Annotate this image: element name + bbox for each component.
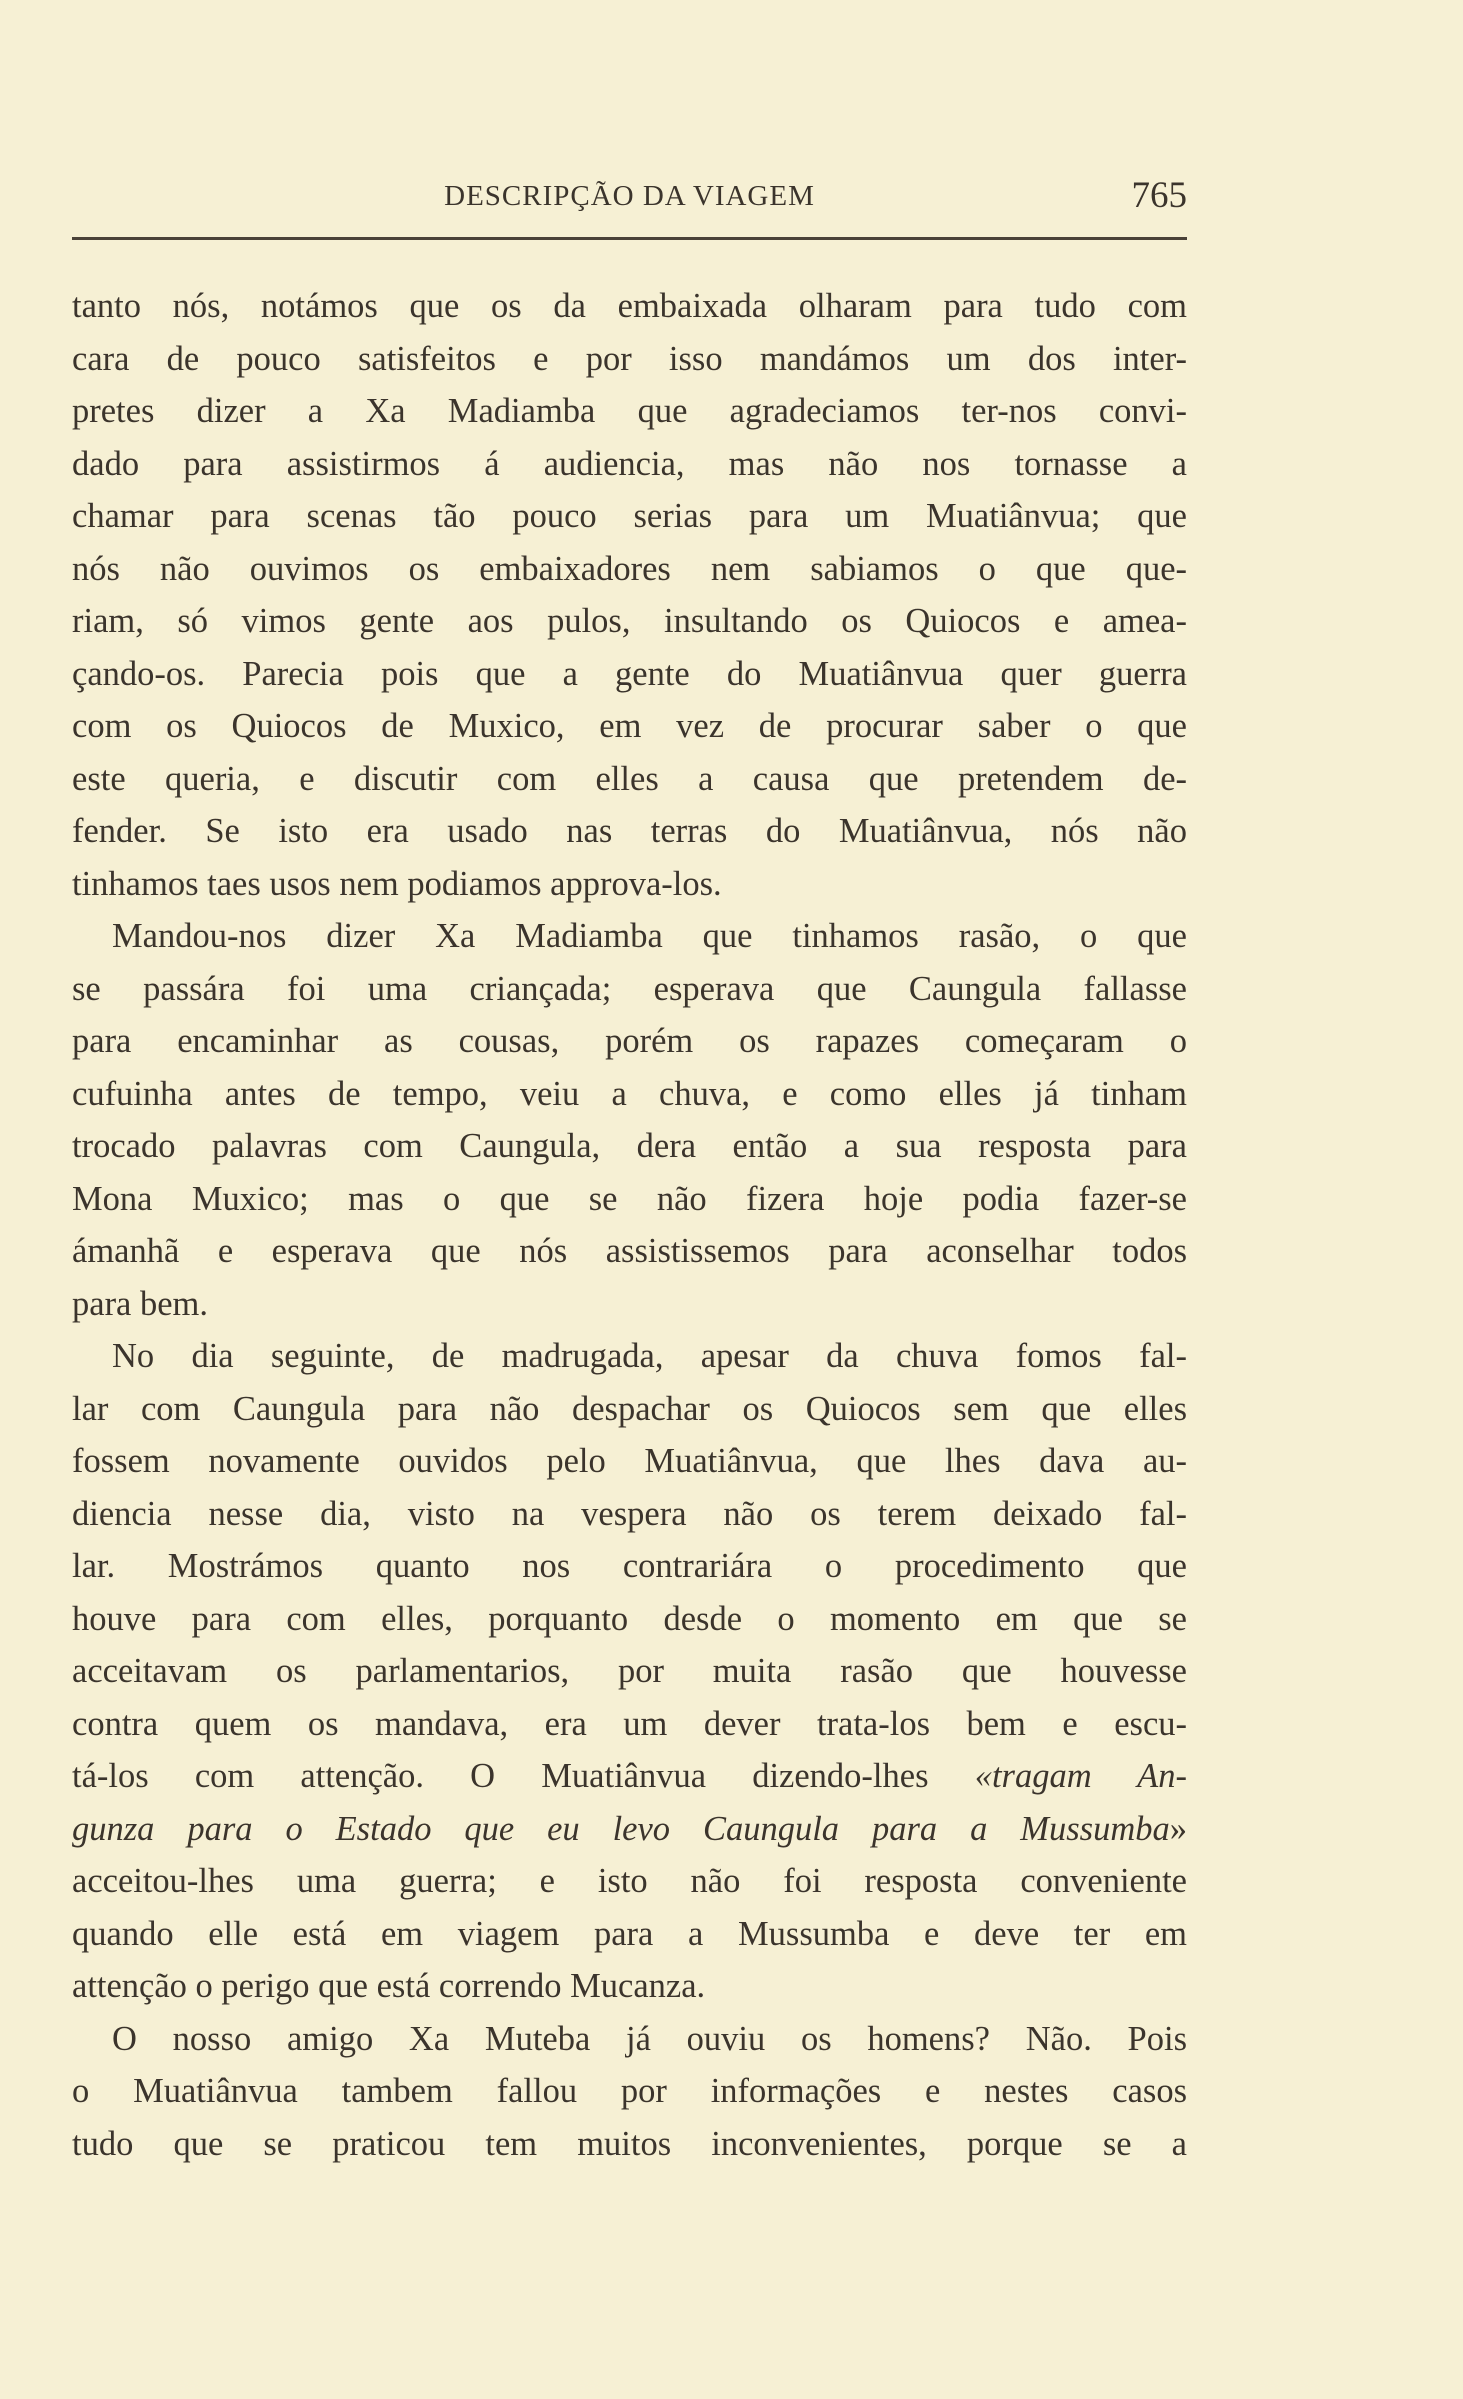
text-span: Mona Muxico; mas o que se não fizera hoje podia fazer-se (72, 1179, 1187, 1218)
header-rule (72, 237, 1187, 240)
text-line (72, 2067, 1187, 2120)
text-line (72, 1910, 1187, 1963)
text-line (72, 860, 1187, 913)
text-span: lar com Caungula para não despachar os Quiocos sem que elles (72, 1389, 1187, 1428)
text-line (72, 440, 1187, 493)
text-span: attenção o perigo que está correndo Mucanza. (72, 1967, 706, 2005)
text-line (72, 1070, 1187, 1123)
text-line (72, 1280, 1187, 1333)
text-span: No dia seguinte, de madrugada, apesar da chuva fomos fal- (112, 1337, 1187, 1375)
text-span: chamar para scenas tão pouco serias para um Muatiânvua; que (72, 497, 1187, 535)
text-line (72, 1805, 1187, 1858)
text-line (72, 1542, 1187, 1595)
text-span: tinhamos taes usos nem podiamos approva-los. (72, 864, 722, 903)
text-span: houve para com elles, porquanto desde o momento em que se (72, 1599, 1187, 1638)
text-line (72, 807, 1187, 860)
text-line (72, 282, 1187, 335)
text-span: tá-los com attenção. O Muatiânvua dizendo-lhes (72, 1757, 975, 1795)
text-span: riam, só vimos gente aos pulos, insultando os Quiocos e amea- (72, 602, 1187, 640)
text-line (72, 335, 1187, 388)
text-line (72, 545, 1187, 598)
text-line (72, 2120, 1187, 2173)
text-line (72, 1962, 1187, 2015)
text-span: tudo que se praticou tem muitos inconvenientes, porque se a (72, 2124, 1187, 2163)
text-line (72, 1227, 1187, 1280)
text-span: quando elle está em viagem para a Mussumba e deve ter em (72, 1914, 1187, 1953)
text-span: cara de pouco satisfeitos e por isso mandámos um dos inter- (72, 339, 1187, 378)
text-span: acceitou-lhes uma guerra; e isto não foi resposta conveniente (72, 1862, 1187, 1900)
text-line (72, 1017, 1187, 1070)
text-span: se passára foi uma criançada; esperava que Caungula fallasse (72, 969, 1187, 1008)
italic-text: «tragam An- (974, 1757, 1187, 1795)
text-line (72, 965, 1187, 1018)
text-span: com os Quiocos de Muxico, em vez de procurar saber o que (72, 707, 1187, 745)
running-header (72, 176, 1187, 220)
text-span: lar. Mostrámos quanto nos contrariára o procedimento que (72, 1547, 1187, 1585)
text-line (72, 1175, 1187, 1228)
text-span: tanto nós, notámos que os da embaixada olharam para tudo com (72, 287, 1187, 325)
text-span: trocado palavras com Caungula, dera então a sua resposta para (72, 1127, 1187, 1165)
text-line (72, 1647, 1187, 1700)
italic-text: gunza para o Estado que eu levo Caungula para a Mussumba (72, 1809, 1170, 1848)
page-number: 765 (1131, 175, 1187, 216)
text-span: Mandou-nos dizer Xa Madiamba que tinhamos rasão, o que (112, 917, 1187, 955)
text-span: este queria, e discutir com elles a causa que pretendem de- (72, 759, 1187, 798)
text-line (72, 650, 1187, 703)
text-span: cufuinha antes de tempo, veiu a chuva, e como elles já tinham (72, 1074, 1187, 1113)
text-line (72, 755, 1187, 808)
text-line (72, 597, 1187, 650)
text-span: para bem. (72, 1284, 209, 1323)
text-span: çando-os. Parecia pois que a gente do Muatiânvua quer guerra (72, 654, 1187, 693)
text-span: nós não ouvimos os embaixadores nem sabiamos o que que- (72, 549, 1187, 588)
text-span: fossem novamente ouvidos pelo Muatiânvua, que lhes dava au- (72, 1442, 1187, 1480)
text-line (72, 1595, 1187, 1648)
text-line (72, 1332, 1187, 1385)
text-span: acceitavam os parlamentarios, por muita rasão que houvesse (72, 1652, 1187, 1690)
running-title: DESCRIPÇÃO DA VIAGEM (444, 180, 815, 212)
text-span: O nosso amigo Xa Muteba já ouviu os homens? Não. Pois (112, 2019, 1187, 2058)
text-span: para encaminhar as cousas, porém os rapazes começaram o (72, 1022, 1187, 1060)
text-line (72, 492, 1187, 545)
text-line (72, 1857, 1187, 1910)
text-line (72, 1700, 1187, 1753)
text-line (72, 702, 1187, 755)
text-line (72, 2015, 1187, 2068)
text-span: diencia nesse dia, visto na vespera não os terem deixado fal- (72, 1494, 1187, 1533)
page-body-text (72, 282, 1187, 2172)
text-span: fender. Se isto era usado nas terras do Muatiânvua, nós não (72, 812, 1187, 850)
text-line (72, 1437, 1187, 1490)
text-line (72, 912, 1187, 965)
text-span: pretes dizer a Xa Madiamba que agradeciamos ter-nos convi- (72, 392, 1187, 430)
text-line (72, 1752, 1187, 1805)
text-line (72, 1122, 1187, 1175)
text-line (72, 1385, 1187, 1438)
text-span: contra quem os mandava, era um dever trata-los bem e escu- (72, 1704, 1187, 1743)
text-span: dado para assistirmos á audiencia, mas não nos tornasse a (72, 444, 1187, 483)
text-span: » (1169, 1809, 1187, 1848)
text-span: ámanhã e esperava que nós assistissemos para aconselhar todos (72, 1232, 1187, 1270)
text-line (72, 1490, 1187, 1543)
text-line (72, 387, 1187, 440)
text-span: o Muatiânvua tambem fallou por informações e nestes casos (72, 2072, 1187, 2110)
